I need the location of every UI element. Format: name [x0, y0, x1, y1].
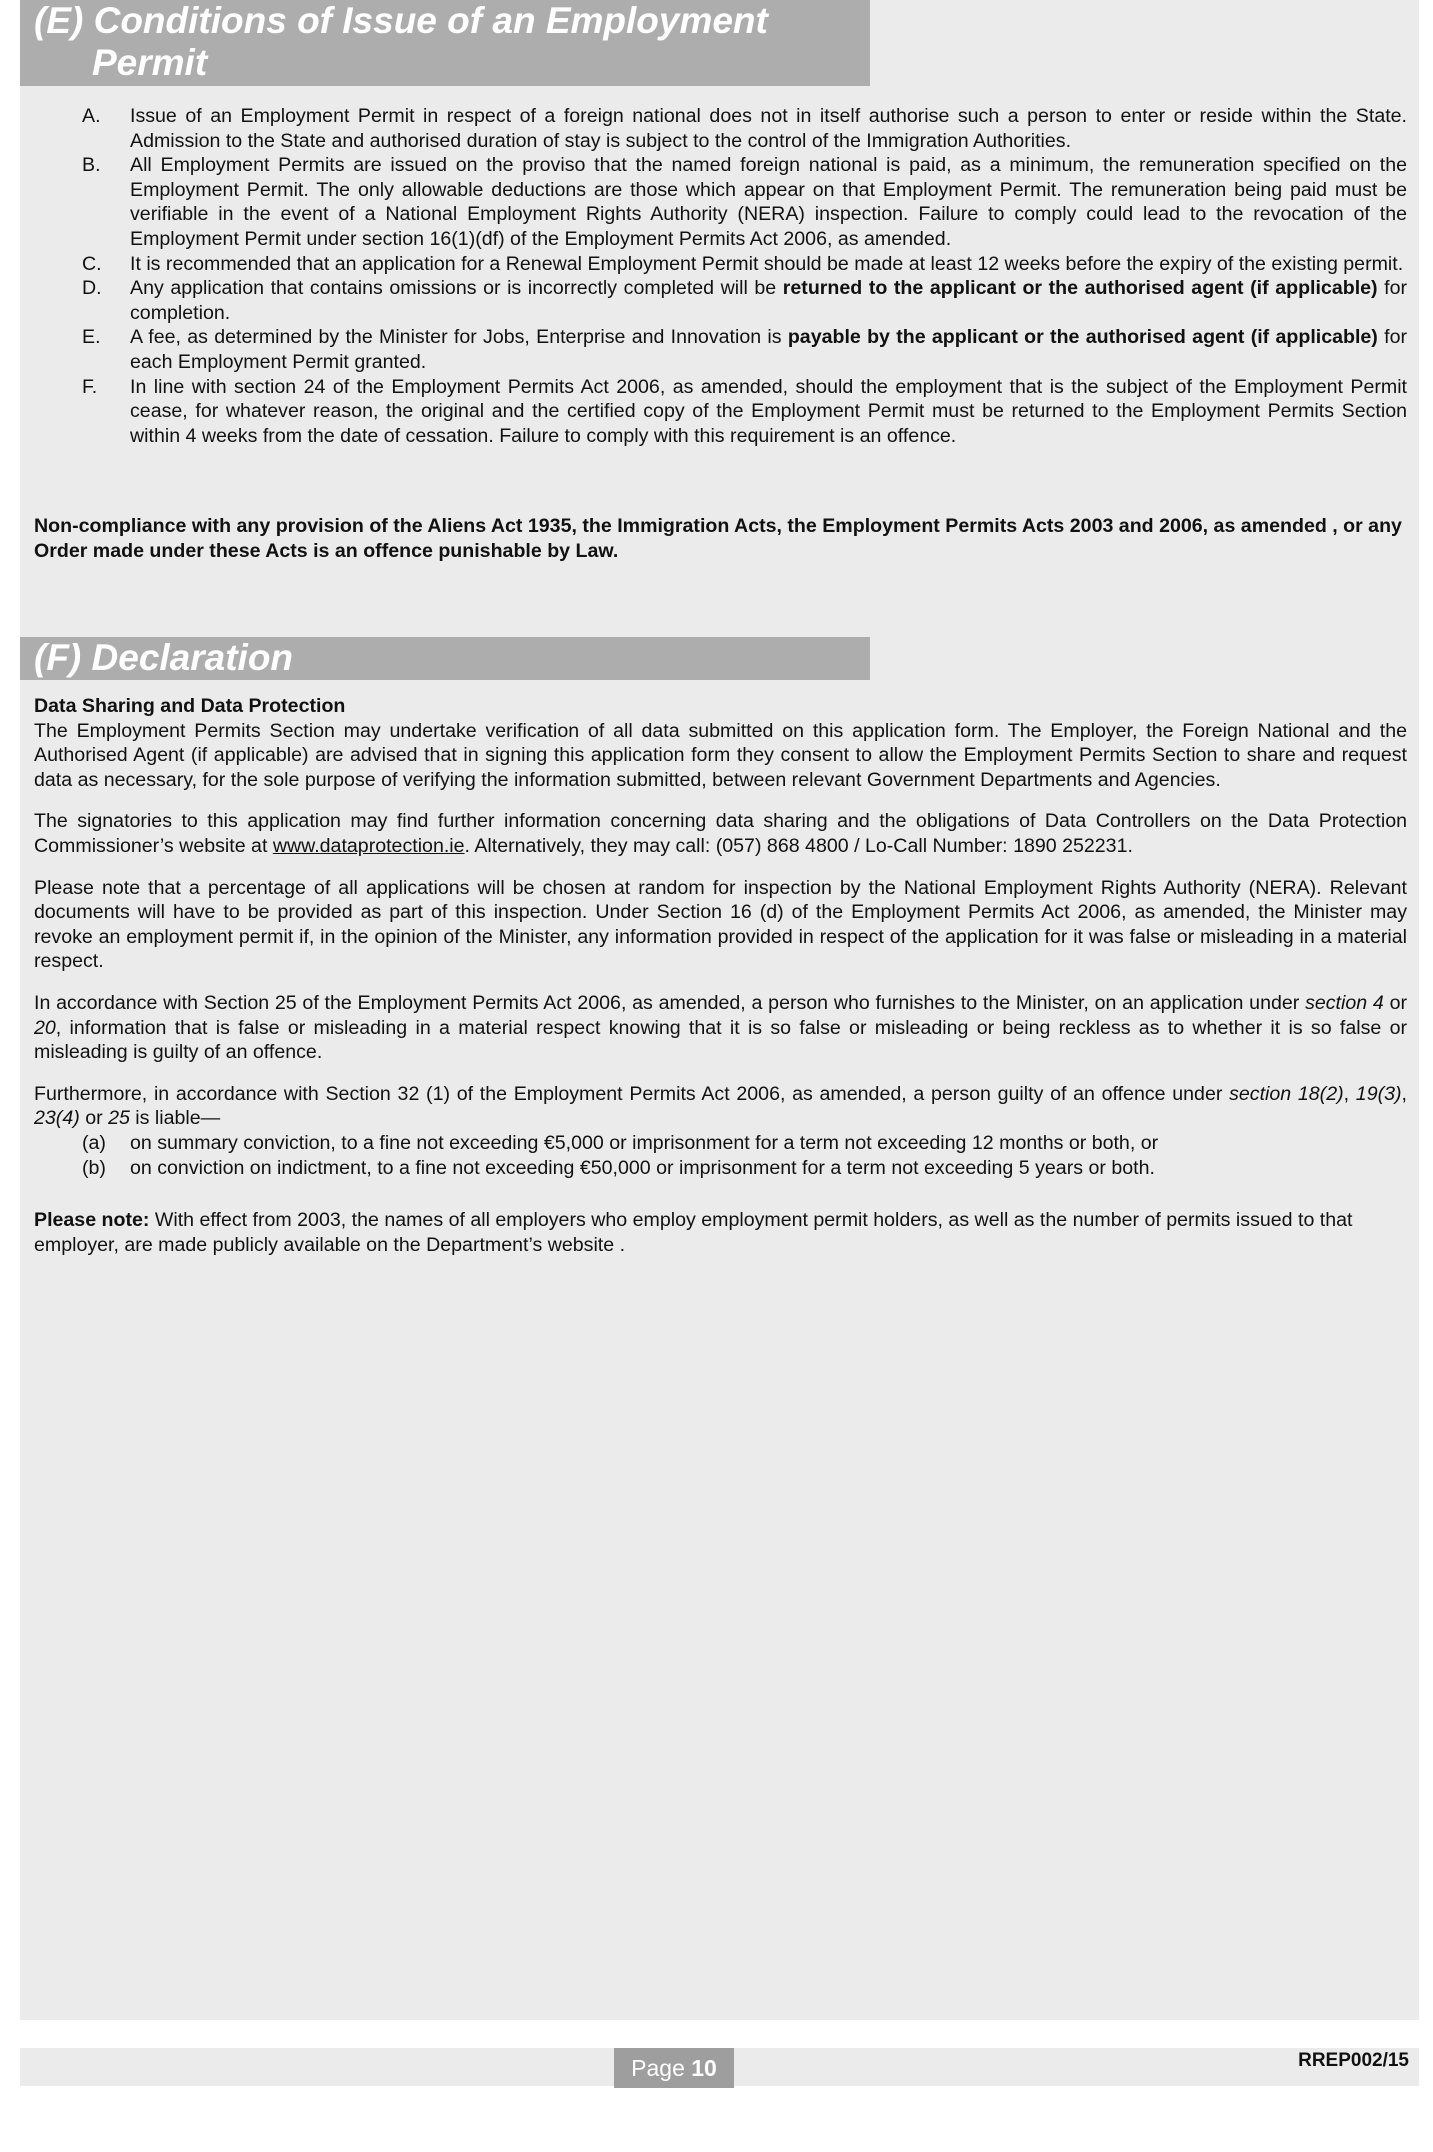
section-e-title-line1: (E) Conditions of Issue of an Employment — [34, 0, 768, 41]
condition-text-part: for each Employment Permit granted. — [130, 326, 1407, 373]
please-note-label: Please note: — [34, 1209, 150, 1232]
penalty-item-a — [0, 1131, 1407, 1156]
section-f-header — [20, 637, 870, 680]
declaration-paragraph-1: The Employment Permits Section may undertake verification of all data submitted on this application form. The Employer, the Foreign National and the Authorised Agent (if applicable) are advised that in signing this application form they consent to allow the Employment Permits Section to share and request data as necessary, for the sole purpose of verifying the information submitted, between relevant Government Departments and Agencies. — [34, 719, 1407, 791]
condition-text-bold: payable by the applicant or the authorised agent (if applicable) — [787, 326, 1378, 349]
data-protection-subheading: Data Sharing and Data Protection — [34, 695, 346, 717]
condition-text-part: Any application that contains omissions or is incorrectly completed will be — [130, 277, 783, 300]
please-note-text: With effect from 2003, the names of all employers who employ employment permit holders, as well as the number of permits issued to that employer, are made publicly available on the Department’s website . — [34, 1209, 1353, 1256]
paragraph-text: In accordance with Section 25 of the Employment Permits Act 2006, as amended, a person who furnishes to the Minister, on an application under — [34, 991, 1306, 1014]
condition-label: B. — [82, 154, 101, 177]
please-note-paragraph — [34, 1208, 1407, 1257]
condition-item-c — [34, 252, 1407, 277]
condition-item-f — [34, 375, 1407, 449]
conditions-list — [34, 104, 1407, 448]
condition-text-part: for completion. — [130, 277, 1408, 324]
non-compliance-notice: Non-compliance with any provision of the Aliens Act 1935, the Immigration Acts, the Employment Permits Acts 2003 and 2006, as amended , or any Order made under these Acts is an offence punishable by Law. — [34, 515, 1402, 562]
data-protection-link[interactable]: www.dataprotection.ie — [272, 834, 465, 857]
paragraph-italic: 25 — [108, 1107, 130, 1130]
condition-label: E. — [82, 326, 101, 349]
paragraph-text: is liable— — [129, 1107, 221, 1130]
section-e-title-line2: Permit — [92, 42, 208, 83]
paragraph-text: The signatories to this application may find further information concerning data sharing and the obligations of Data Controllers on the Data Protection Commissioner’s website at — [34, 810, 1407, 857]
condition-item-e — [34, 325, 1407, 374]
section-f-title: (F) Declaration — [34, 637, 294, 678]
paragraph-text: or — [1383, 991, 1407, 1014]
paragraph-text: . Alternatively, they may call: (057) 868 4800 / Lo-Call Number: 1890 252231. — [464, 834, 1133, 857]
paragraph-italic: 20 — [34, 1016, 56, 1039]
declaration-paragraph-5 — [34, 1082, 1407, 1131]
paragraph-text: or — [79, 1107, 109, 1130]
condition-text: All Employment Permits are issued on the proviso that the named foreign national is paid, as a minimum, the remuneration specified on the Employment Permit. The only allowable deductions are those which appear on that Employment Permit. The remuneration being paid must be verifiable in the event of a National Employment Rights Authority (NERA) inspection. Failure to comply could lead to the revocation of the Employment Permit under section 16(1)(df) of the Employment Permits Act 2006, as amended. — [130, 154, 1407, 250]
penalty-item-b — [0, 1156, 1407, 1181]
page-label: Page — [631, 2055, 692, 2081]
penalty-label: (b) — [82, 1156, 106, 1179]
penalty-list — [0, 1131, 1407, 1180]
paragraph-italic: 23(4) — [34, 1107, 80, 1130]
condition-text — [130, 276, 1407, 325]
condition-label: D. — [82, 277, 102, 300]
declaration-paragraph-4 — [34, 991, 1407, 1065]
condition-text: Issue of an Employment Permit in respect of a foreign national does not in itself authorise such a person to enter or reside within the State. Admission to the State and authorised duration of stay is subject to the control of the Immigration Authorities. — [130, 105, 1407, 152]
declaration-paragraph-2 — [34, 809, 1407, 858]
condition-label: F. — [82, 375, 98, 398]
condition-text: It is recommended that an application for a Renewal Employment Permit should be made at least 12 weeks before the expiry of the existing permit. — [130, 252, 1404, 275]
condition-text-bold: returned to the applicant or the authorised agent (if applicable) — [782, 277, 1378, 300]
declaration-paragraph-3: Please note that a percentage of all applications will be chosen at random for inspection by the National Employment Rights Authority (NERA). Relevant documents will have to be provided as part of this inspection. Under Section 16 (d) of the Employment Permits Act 2006, as amended, the Minister may revoke an employment permit if, in the opinion of the Minister, any information provided in respect of the application for it was false or misleading in a material respect. — [34, 876, 1407, 973]
paragraph-italic: section 18(2) — [1229, 1082, 1344, 1105]
paragraph-italic: section 4 — [1305, 991, 1384, 1014]
condition-text-part: A fee, as determined by the Minister for Jobs, Enterprise and Innovation is — [130, 326, 788, 349]
form-code: RREP002/15 — [1298, 2050, 1409, 2071]
paragraph-text: , — [1401, 1082, 1407, 1105]
paragraph-text: , information that is false or misleading in a material respect knowing that it is so false or misleading or being reckless as to whether it is so false or misleading is guilty of an offence. — [34, 1016, 1407, 1064]
paragraph-text: Furthermore, in accordance with Section 32 (1) of the Employment Permits Act 2006, as amended, a person guilty of an offence under — [34, 1082, 1230, 1105]
condition-text: In line with section 24 of the Employment Permits Act 2006, as amended, should the employment that is the subject of the Employment Permit cease, for whatever reason, the original and the certified copy of the Employment Permit must be returned to the Employment Permits Section within 4 weeks from the date of cessation. Failure to comply with this requirement is an offence. — [130, 375, 1407, 447]
penalty-label: (a) — [82, 1131, 106, 1154]
penalty-text: on summary conviction, to a fine not exceeding €5,000 or imprisonment for a term not exceeding 12 months or both, or — [130, 1131, 1159, 1154]
condition-item-b — [34, 153, 1407, 251]
condition-text — [130, 325, 1407, 374]
page-number-badge — [614, 2048, 734, 2088]
declaration-body — [34, 694, 1407, 1274]
condition-label: A. — [82, 105, 101, 127]
paragraph-italic: 19(3) — [1355, 1082, 1402, 1105]
condition-label: C. — [82, 252, 102, 275]
condition-item-d — [34, 276, 1407, 325]
paragraph-text: , — [1343, 1082, 1356, 1105]
section-e-header — [20, 0, 870, 86]
penalty-text: on conviction on indictment, to a fine not exceeding €50,000 or imprisonment for a term not exceeding 5 years or both. — [130, 1156, 1155, 1179]
condition-item-a — [34, 104, 1407, 153]
page-number: 10 — [691, 2055, 717, 2081]
